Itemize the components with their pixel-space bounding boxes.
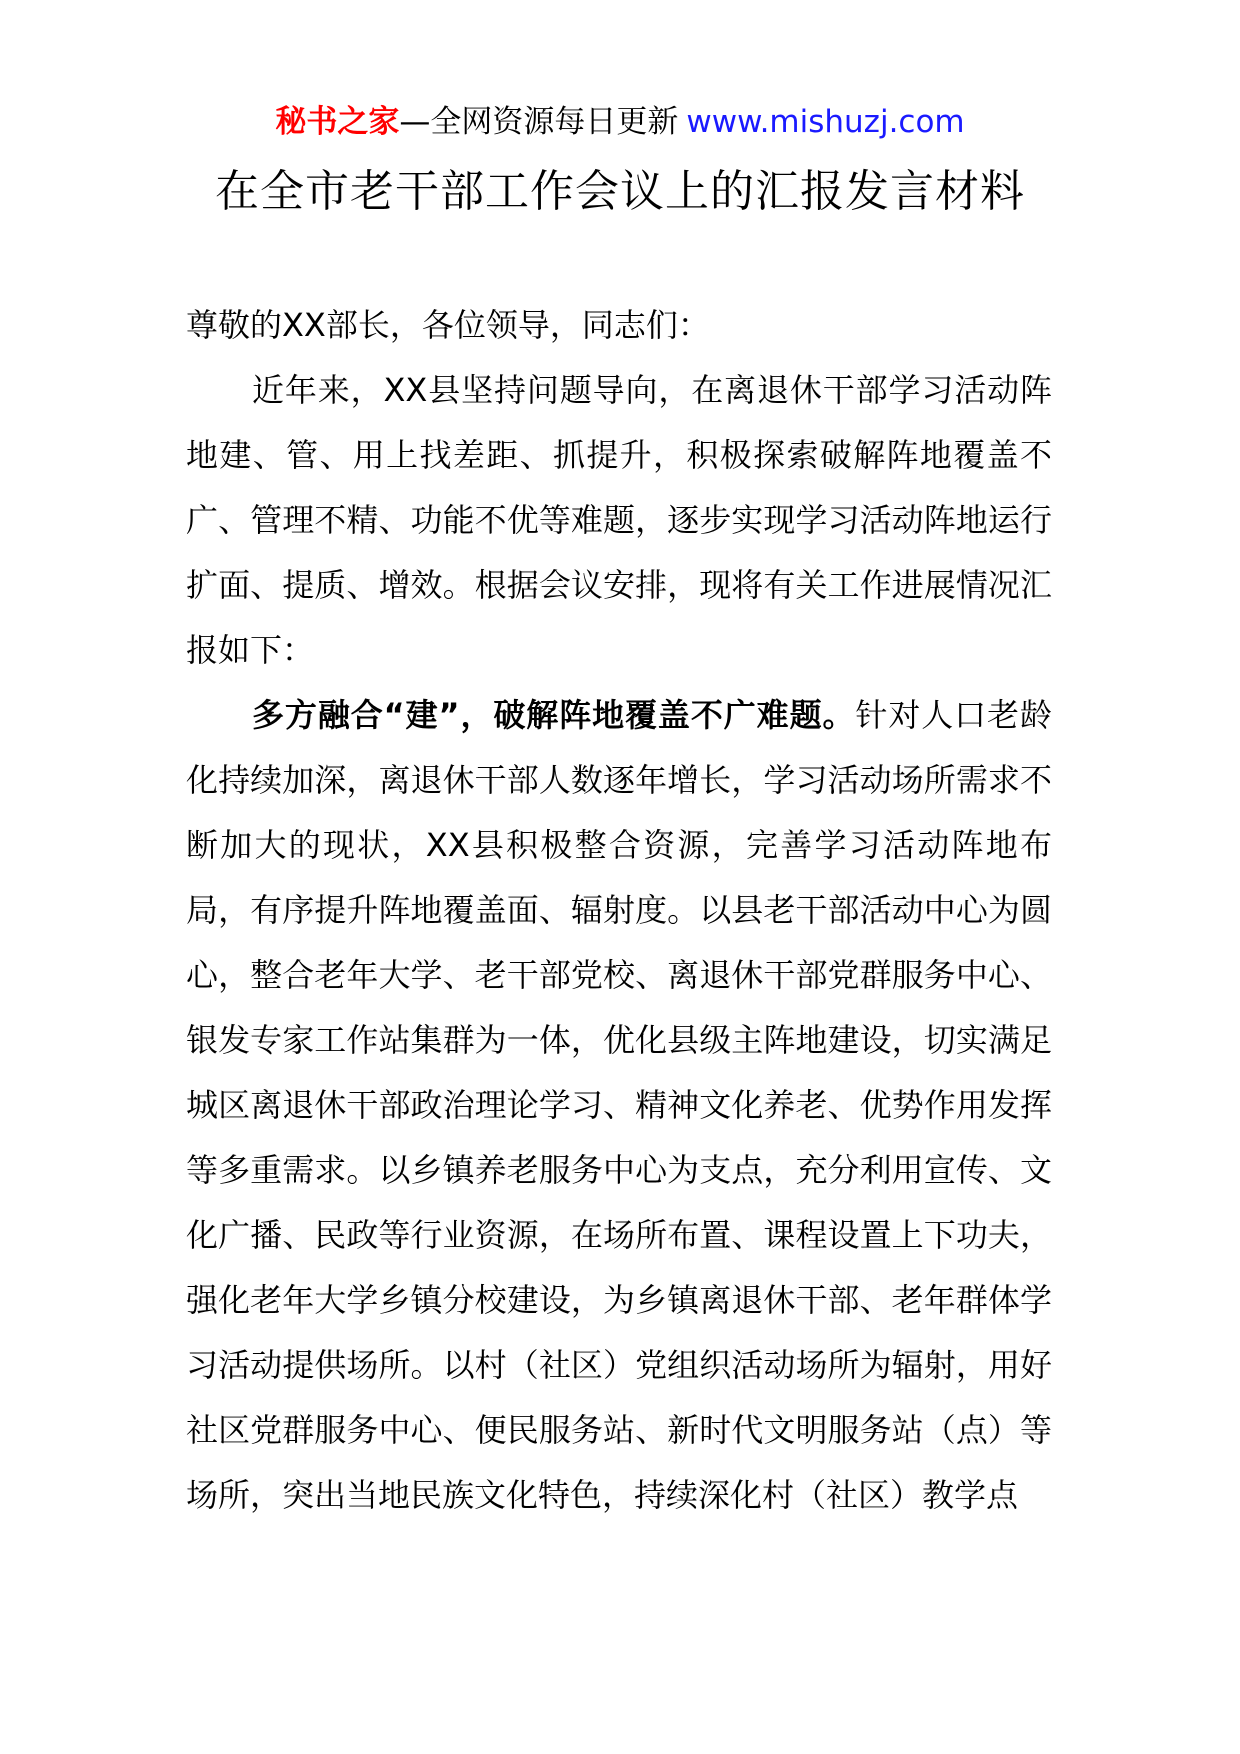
header-slogan: —全网资源每日更新	[399, 104, 679, 140]
salutation: 尊敬的XX部长，各位领导，同志们：	[186, 306, 710, 344]
site-header	[0, 100, 1240, 144]
paragraph-section-1	[186, 683, 1052, 1528]
brand-name: 秘书之家	[275, 104, 400, 140]
section-heading: 多方融合“建”，破解阵地覆盖不广难题。	[252, 696, 856, 734]
document-title: 在全市老干部工作会议上的汇报发言材料	[215, 166, 1025, 217]
site-url-link[interactable]: www.mishuzj.com	[686, 104, 965, 140]
paragraph-intro	[186, 358, 1052, 683]
document-body	[186, 293, 1052, 1528]
paragraph-text: 近年来，XX县坚持问题导向，在离退休干部学习活动阵地建、管、用上找差距、抓提升，积极探索破解阵地覆盖不广、管理不精、功能不优等难题，逐步实现学习活动阵地运行扩面、提质、增效。根据会议安排，现将有关工作进展情况汇报如下：	[186, 371, 1052, 669]
paragraph-text: 针对人口老龄化持续加深，离退休干部人数逐年增长，学习活动场所需求不断加大的现状，XX县积极整合资源，完善学习活动阵地布局，有序提升阵地覆盖面、辐射度。以县老干部活动中心为圆心，整合老年大学、老干部党校、离退休干部党群服务中心、银发专家工作站集群为一体，优化县级主阵地建设，切实满足城区离退休干部政治理论学习、精神文化养老、优势作用发挥等多重需求。以乡镇养老服务中心为支点，充分利用宣传、文化广播、民政等行业资源，在场所布置、课程设置上下功夫，强化老年大学乡镇分校建设，为乡镇离退休干部、老年群体学习活动提供场所。以村（社区）党组织活动场所为辐射，用好社区党群服务中心、便民服务站、新时代文明服务站（点）等场所，突出当地民族文化特色，持续深化村（社区）教学点	[186, 696, 1052, 1514]
